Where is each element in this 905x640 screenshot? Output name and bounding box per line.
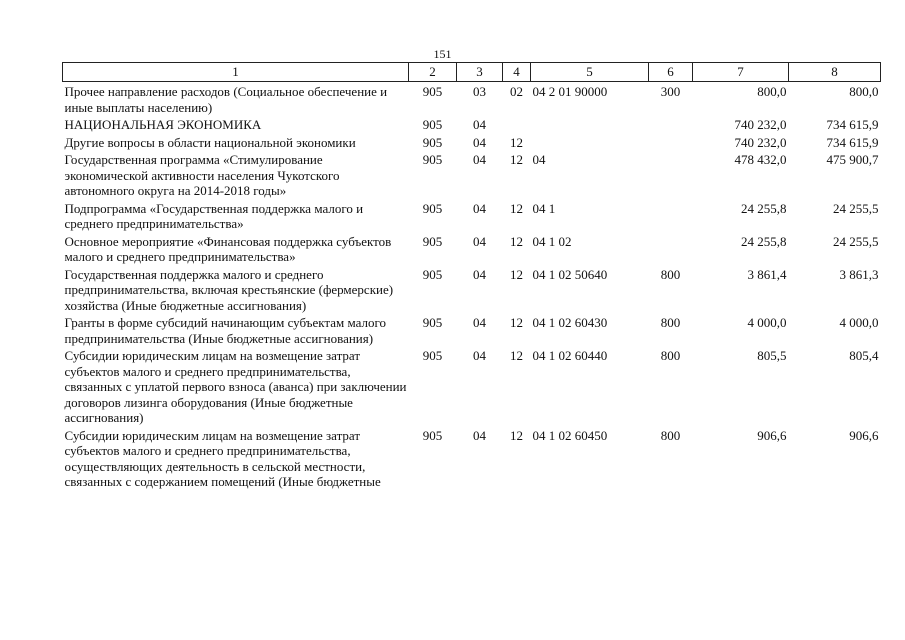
- row-amount-year2-cell: 4 000,0: [839, 315, 879, 330]
- row-amount-year1-cell: 805,5: [757, 348, 787, 363]
- row-admin-code-cell: 905: [422, 134, 443, 150]
- header-cell: 7: [693, 63, 789, 82]
- row-name-cell: Подпрограмма «Государственная поддержка малого и среднего предпринимательства»: [64, 200, 364, 231]
- row-admin-code-cell: 905: [422, 427, 443, 443]
- row-target-article-cell: [531, 133, 649, 151]
- row-amount-year2-cell: 24 255,5: [833, 200, 879, 216]
- row-target-article-cell: 04 1 02 60450: [532, 427, 608, 443]
- row-section-cell: 04: [473, 266, 486, 282]
- row-expense-type-cell: 800: [660, 315, 681, 330]
- page-number: [0, 47, 905, 62]
- row-name-cell: Субсидии юридическим лицам на возмещение затрат субъектов малого и среднего предпринимательства, связанных с уплатой первого взноса (аванса) при заключении договоров лизинга оборудования (Иные бюджетные ассигнования): [64, 348, 407, 425]
- row-subsection-cell: [503, 115, 531, 133]
- row-target-article-cell: 04 1 02 60440: [532, 348, 608, 363]
- row-name-cell: Прочее направление расходов (Социальное обеспечение и иные выплаты населению): [64, 84, 388, 115]
- header-cell: 5: [531, 63, 649, 82]
- row-expense-type-cell: 800: [660, 348, 681, 363]
- row-expense-type-cell: [649, 199, 693, 232]
- row-amount-year1-cell: 24 255,8: [741, 200, 787, 216]
- table-row: [63, 346, 881, 426]
- row-expense-type-cell: 800: [660, 427, 681, 443]
- page-number-text: 151: [433, 47, 452, 61]
- header-cell: 3: [457, 63, 503, 82]
- row-amount-year2-cell: 3 861,3: [839, 266, 879, 282]
- table-row: [63, 82, 881, 116]
- table-row: [63, 232, 881, 265]
- table-row: [63, 265, 881, 314]
- row-admin-code-cell: 905: [422, 348, 443, 363]
- header-row: [63, 63, 881, 82]
- row-section-cell: 03: [473, 84, 486, 99]
- row-amount-year2-cell: 734 615,9: [826, 117, 879, 132]
- row-target-article-cell: 04 1 02 60430: [532, 315, 608, 330]
- row-expense-type-cell: [649, 150, 693, 199]
- row-target-article-cell: 04 2 01 90000: [532, 84, 608, 99]
- header-cell: 2: [409, 63, 457, 82]
- row-subsection-cell: 12: [510, 266, 523, 282]
- header-cell: 8: [789, 63, 881, 82]
- row-target-article-cell: 04: [532, 152, 546, 167]
- row-expense-type-cell: [649, 232, 693, 265]
- row-section-cell: 04: [473, 348, 486, 363]
- row-expense-type-cell: [649, 115, 693, 133]
- header-cell: 4: [503, 63, 531, 82]
- row-subsection-cell: 02: [510, 84, 523, 99]
- row-amount-year2-cell: 906,6: [849, 427, 879, 443]
- row-target-article-cell: 04 1 02 50640: [532, 266, 608, 282]
- row-subsection-cell: 12: [510, 233, 523, 249]
- table-row: [63, 115, 881, 133]
- table-row: [63, 199, 881, 232]
- table-row: [63, 426, 881, 490]
- row-amount-year1-cell: 3 861,4: [747, 266, 787, 282]
- row-admin-code-cell: 905: [422, 233, 443, 249]
- budget-table: [62, 62, 881, 490]
- row-name-cell: Гранты в форме субсидий начинающим субъектам малого предпринимательства (Иные бюджетные ассигнования): [64, 315, 387, 346]
- header-cell: 1: [63, 63, 409, 82]
- row-amount-year1-cell: 478 432,0: [734, 152, 787, 167]
- row-amount-year1-cell: 740 232,0: [734, 117, 787, 132]
- row-subsection-cell: 12: [510, 315, 523, 330]
- row-name-cell: НАЦИОНАЛЬНАЯ ЭКОНОМИКА: [64, 117, 262, 132]
- row-expense-type-cell: [649, 133, 693, 151]
- row-amount-year2-cell: 24 255,5: [833, 233, 879, 249]
- row-amount-year1-cell: 24 255,8: [741, 233, 787, 249]
- row-subsection-cell: 12: [510, 200, 523, 216]
- row-section-cell: 04: [473, 152, 486, 167]
- table-body: [63, 82, 881, 490]
- row-amount-year1-cell: 906,6: [757, 427, 787, 443]
- row-subsection-cell: 12: [510, 348, 523, 363]
- row-amount-year2-cell: 800,0: [849, 84, 879, 99]
- row-name-cell: Государственная поддержка малого и среднего предпринимательства, включая крестьянские (фермерские) хозяйства (Иные бюджетные ассигнования): [64, 266, 394, 313]
- row-amount-year2-cell: 734 615,9: [826, 134, 879, 150]
- row-amount-year1-cell: 800,0: [757, 84, 787, 99]
- table-row: [63, 150, 881, 199]
- row-section-cell: 04: [473, 315, 486, 330]
- row-name-cell: Субсидии юридическим лицам на возмещение затрат субъектов малого и среднего предпринимательства, осуществляющих деятельность в сельской местности, связанных с содержанием помещений (Иные бюджетные: [64, 427, 381, 489]
- row-subsection-cell: 12: [510, 427, 523, 443]
- row-expense-type-cell: 800: [660, 266, 681, 282]
- row-name-cell: Другие вопросы в области национальной экономики: [64, 134, 356, 150]
- row-expense-type-cell: 300: [660, 84, 681, 99]
- header-cell: 6: [649, 63, 693, 82]
- row-subsection-cell: 12: [510, 152, 523, 167]
- row-section-cell: 04: [473, 427, 486, 443]
- row-admin-code-cell: 905: [422, 315, 443, 330]
- row-admin-code-cell: 905: [422, 200, 443, 216]
- row-admin-code-cell: 905: [422, 266, 443, 282]
- row-admin-code-cell: 905: [422, 117, 443, 132]
- row-section-cell: 04: [473, 117, 486, 132]
- row-section-cell: 04: [473, 233, 486, 249]
- row-name-cell: Основное мероприятие «Финансовая поддержка субъектов малого и среднего предпринимательства»: [64, 233, 392, 264]
- row-target-article-cell: 04 1: [532, 200, 556, 216]
- row-amount-year2-cell: 805,4: [849, 348, 879, 363]
- row-amount-year2-cell: 475 900,7: [826, 152, 879, 167]
- row-admin-code-cell: 905: [422, 152, 443, 167]
- row-subsection-cell: 12: [510, 134, 523, 150]
- row-target-article-cell: 04 1 02: [532, 233, 572, 249]
- row-amount-year1-cell: 740 232,0: [734, 134, 787, 150]
- row-amount-year1-cell: 4 000,0: [747, 315, 787, 330]
- row-name-cell: Государственная программа «Стимулирование экономической активности населения Чукотского автономного округа на 2014-2018 годы»: [64, 152, 340, 198]
- row-admin-code-cell: 905: [422, 84, 443, 99]
- row-section-cell: 04: [473, 200, 486, 216]
- row-section-cell: 04: [473, 134, 486, 150]
- table-row: [63, 133, 881, 151]
- row-target-article-cell: [531, 115, 649, 133]
- table-row: [63, 313, 881, 346]
